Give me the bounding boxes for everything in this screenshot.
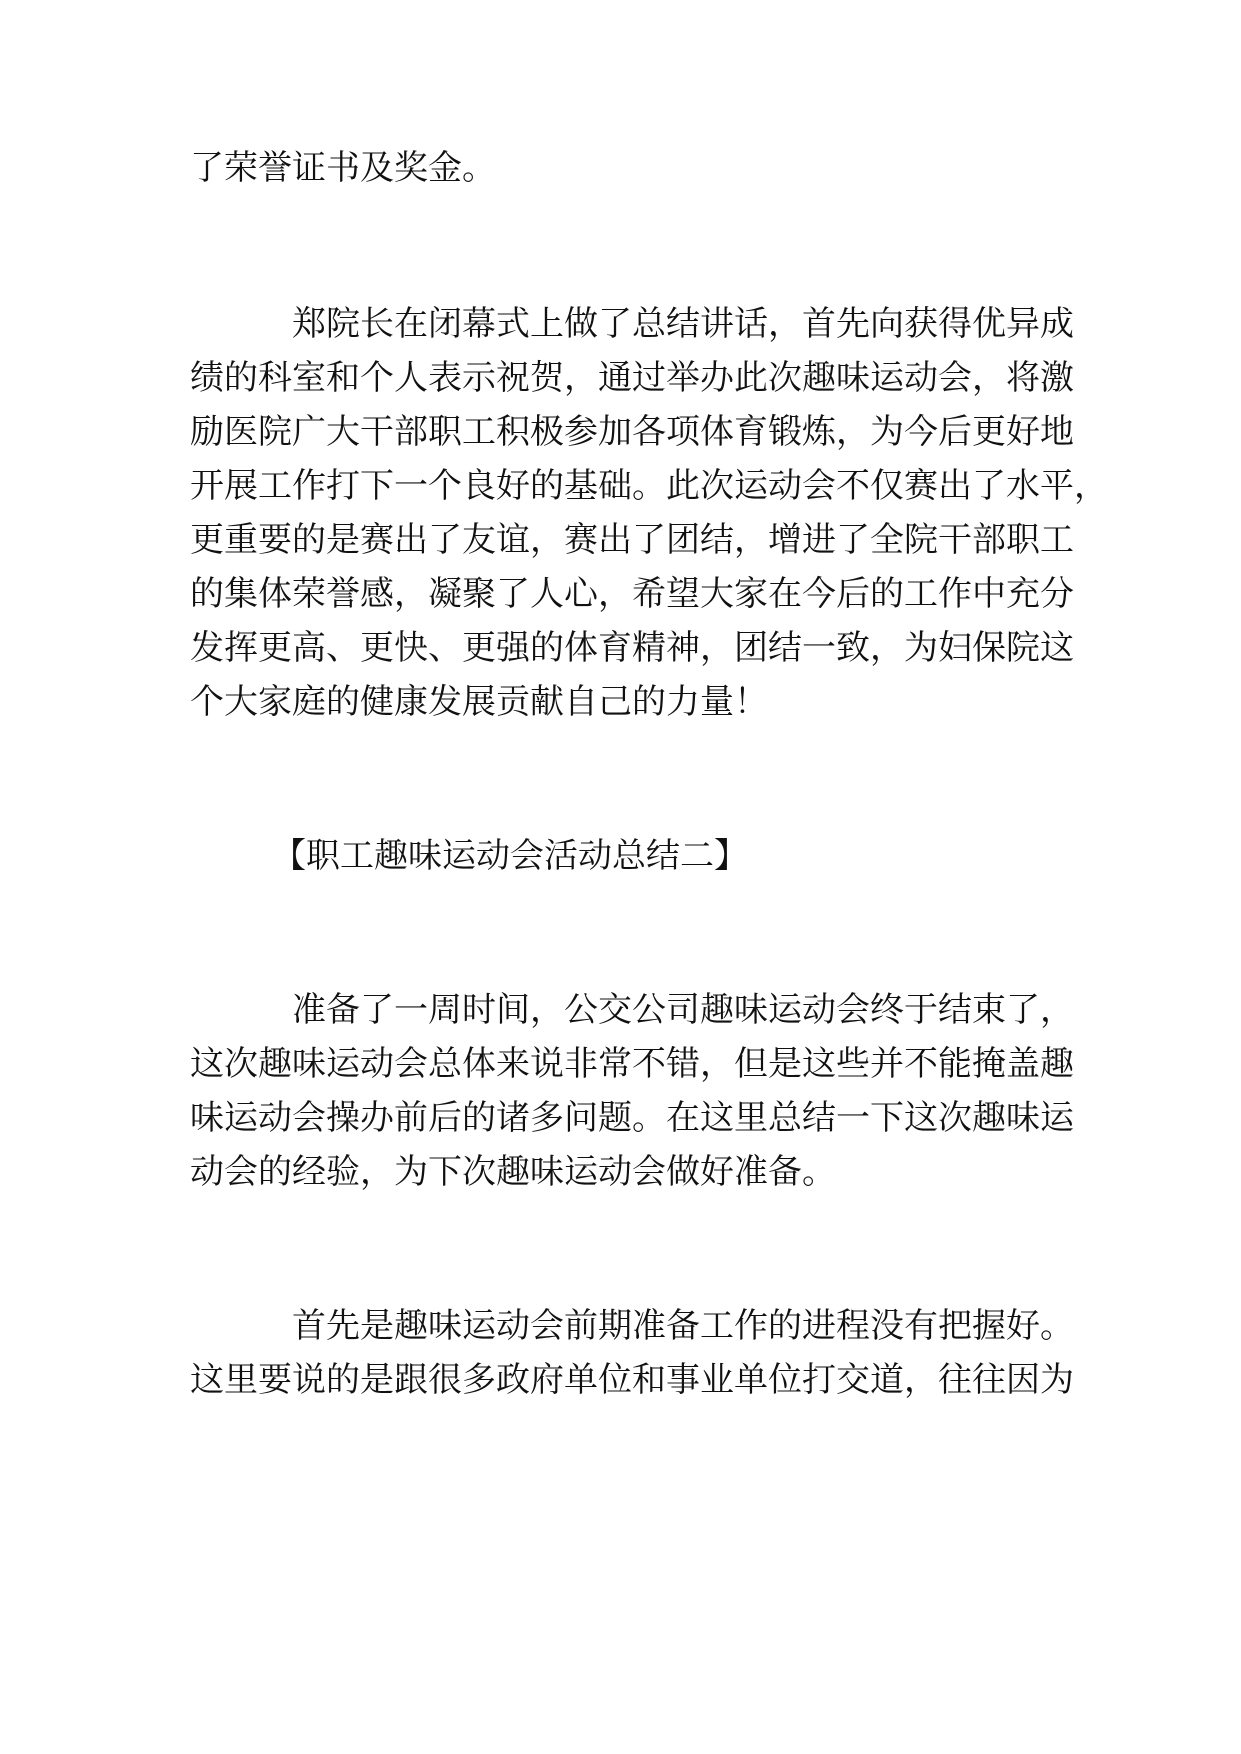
paragraph-line: 准备了一周时间，公交公司趣味运动会终于结束了，	[292, 990, 1074, 1030]
paragraph-line: 个大家庭的健康发展贡献自己的力量！	[190, 682, 768, 722]
paragraph-line: 绩的科室和个人表示祝贺，通过举办此次趣味运动会，将激	[190, 358, 1074, 398]
paragraph-line: 这里要说的是跟很多政府单位和事业单位打交道，往往因为	[190, 1360, 1074, 1400]
paragraph-line: 的集体荣誉感，凝聚了人心，希望大家在今后的工作中充分	[190, 574, 1074, 614]
paragraph-line: 这次趣味运动会总体来说非常不错，但是这些并不能掩盖趣	[190, 1044, 1074, 1084]
paragraph-line: 动会的经验，为下次趣味运动会做好准备。	[190, 1152, 836, 1192]
paragraph-line: 首先是趣味运动会前期准备工作的进程没有把握好。	[292, 1306, 1074, 1346]
paragraph-line: 励医院广大干部职工积极参加各项体育锻炼，为今后更好地	[190, 412, 1074, 452]
section-heading: 【职工趣味运动会活动总结二】	[272, 836, 748, 876]
paragraph-line: 了荣誉证书及奖金。	[190, 148, 496, 188]
paragraph-line: 更重要的是赛出了友谊，赛出了团结，增进了全院干部职工	[190, 520, 1074, 560]
paragraph-line: 味运动会操办前后的诸多问题。在这里总结一下这次趣味运	[190, 1098, 1074, 1138]
paragraph-line: 发挥更高、更快、更强的体育精神，团结一致，为妇保院这	[190, 628, 1074, 668]
paragraph-line: 郑院长在闭幕式上做了总结讲话，首先向获得优异成	[292, 304, 1074, 344]
paragraph-line: 开展工作打下一个良好的基础。此次运动会不仅赛出了水平，	[190, 466, 1108, 506]
